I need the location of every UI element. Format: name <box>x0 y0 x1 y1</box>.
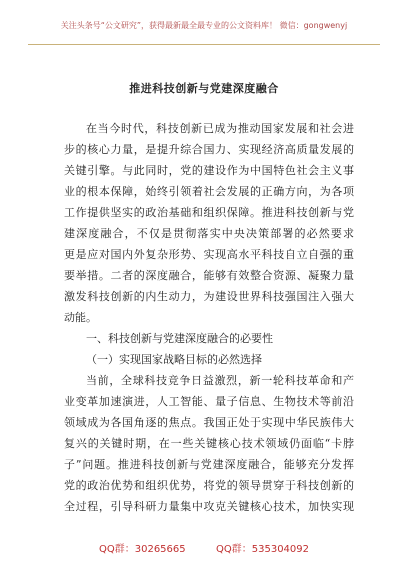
document-title: 推进科技创新与党建深度融合 <box>129 82 279 95</box>
document-body <box>64 118 354 517</box>
paragraph-line: 建深度融合，不仅是贯彻落实中央决策部署的必然要求 <box>64 227 354 240</box>
paragraph-line: 党的政治优势和组织优势，将党的领导贯穿于科技创新的 <box>64 479 354 492</box>
paragraph-line: 激发科技创新的内生动力，为建设世界科技强国注入强大 <box>64 290 354 303</box>
paragraph-line: 关键引擎。与此同时，党的建设作为中国特色社会主义事 <box>64 164 354 177</box>
footer-qq-group-1: QQ群：30265665 <box>98 544 186 555</box>
footer-qq-group-2: QQ群：535304092 <box>216 544 310 555</box>
paragraph-line: 步的核心力量，是提升综合国力、实现经济高质量发展的 <box>64 143 354 156</box>
section-heading: 一、科技创新与党建深度融合的必要性 <box>86 332 273 345</box>
paragraph-line: 工作提供坚实的政治基础和组织保障。推进科技创新与党 <box>64 206 354 219</box>
header-divider <box>28 44 380 45</box>
paragraph-line: 更是应对国内外复杂形势、实现高水平科技自立自强的重 <box>64 248 354 261</box>
subsection-heading: （一）实现国家战略目标的必然选择 <box>86 353 262 366</box>
paragraph-line: 业变革加速演进，人工智能、量子信息、生物技术等前沿 <box>64 395 354 408</box>
paragraph-line: 复兴的关键时期，在一些关键核心技术领域仍面临“卡脖 <box>64 437 354 450</box>
paragraph-line: 要举措。二者的深度融合，能够有效整合资源、凝聚力量 <box>64 269 354 282</box>
paragraph-line: 子”问题。推进科技创新与党建深度融合，能够充分发挥 <box>64 458 354 471</box>
paragraph-line: 当前，全球科技竞争日益激烈，新一轮科技革命和产 <box>86 374 354 387</box>
paragraph-line: 业的根本保障，始终引领着社会发展的正确方向，为各项 <box>64 185 354 198</box>
paragraph-line: 领域成为各国角逐的焦点。我国正处于实现中华民族伟大 <box>64 416 354 429</box>
paragraph-line: 动能。 <box>64 311 97 324</box>
paragraph-line: 在当今时代，科技创新已成为推动国家发展和社会进 <box>86 122 354 135</box>
header-banner: 关注头条号“公文研究”，获得最新最全最专业的公文资料库！ 微信：gongwenyj <box>60 21 348 30</box>
footer <box>0 540 408 555</box>
paragraph-line: 全过程，引导科研力量集中攻克关键核心技术，加快实现 <box>64 500 354 513</box>
